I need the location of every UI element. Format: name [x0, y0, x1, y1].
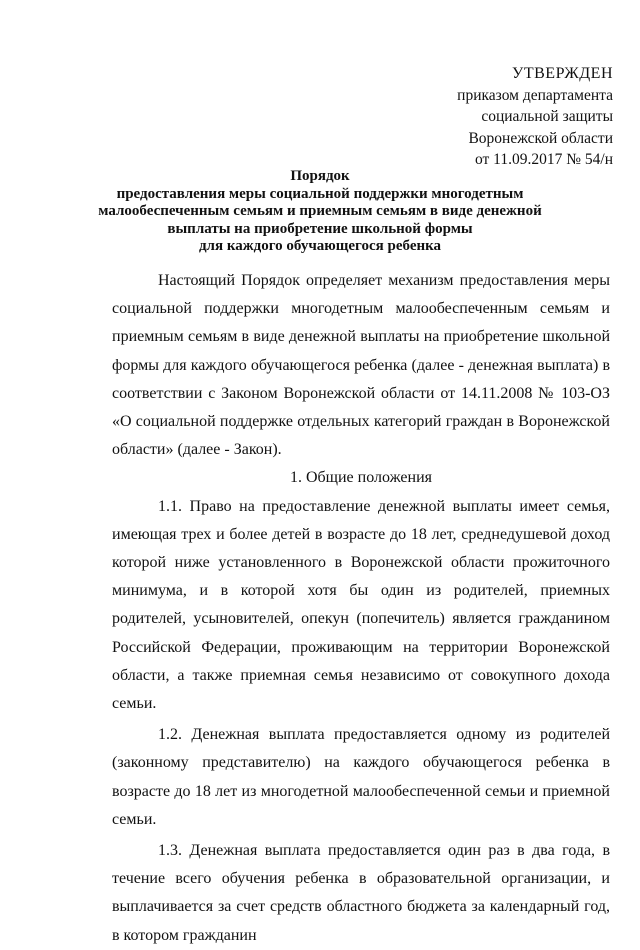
paragraph-1-2: 1.2. Денежная выплата предоставляется одному из родителей (законному представителю) на каждого обучающегося ребенка в возрасте до 18 лет из многодетной малообеспеченной семьи и приемной семьи.: [112, 726, 610, 828]
approval-line: приказом департамента: [457, 86, 613, 104]
approval-line: Воронежской области: [468, 129, 613, 147]
title-line: Порядок: [290, 168, 350, 184]
document-body: [112, 267, 610, 950]
document-title: [60, 168, 580, 256]
title-line: малообеспеченным семьям и приемным семьям в виде денежной: [98, 203, 542, 219]
approval-stamp: [457, 63, 613, 171]
intro-paragraph: Настоящий Порядок определяет механизм предоставления меры социальной поддержки многодетным малообеспеченным семьям и приемным семьям в виде денежной выплаты на приобретение школьной формы для каждого обучающегося ребенка (далее - денежная выплата) в соответствии с Законом Воронежской области от 14.11.2008 № 103-ОЗ «О социальной поддержке отдельных категорий граждан в Воронежской области» (далее - Закон).: [112, 272, 610, 459]
title-line: предоставления меры социальной поддержки многодетным: [116, 185, 524, 202]
section-heading: 1. Общие положения: [289, 469, 433, 487]
approval-line: социальной защиты: [481, 108, 613, 125]
paragraph-1-3: 1.3. Денежная выплата предоставляется один раз в два года, в течение всего обучения ребенка в образовательной организации, и выплачивается за счет средств областного бюджета за календарный год, в котором гражданин: [112, 842, 610, 944]
approval-heading: УТВЕРЖДЕН: [512, 65, 613, 82]
approval-date-line: от 11.09.2017 № 54/н: [474, 151, 613, 168]
paragraph-1-1: 1.1. Право на предоставление денежной выплаты имеет семья, имеющая трех и более детей в возрасте до 18 лет, среднедушевой доход которой ниже установленного в Воронежской области прожиточного минимума, и в которой хотя бы один из родителей, приемных родителей, усыновителей, опекун (попечитель) является гражданином Российской Федерации, проживающим на территории Воронежской области, а также приемная семья независимо от совокупного дохода семьи.: [112, 497, 610, 713]
title-line: выплаты на приобретение школьной формы: [167, 220, 473, 237]
title-line: для каждого обучающегося ребенка: [198, 238, 442, 254]
